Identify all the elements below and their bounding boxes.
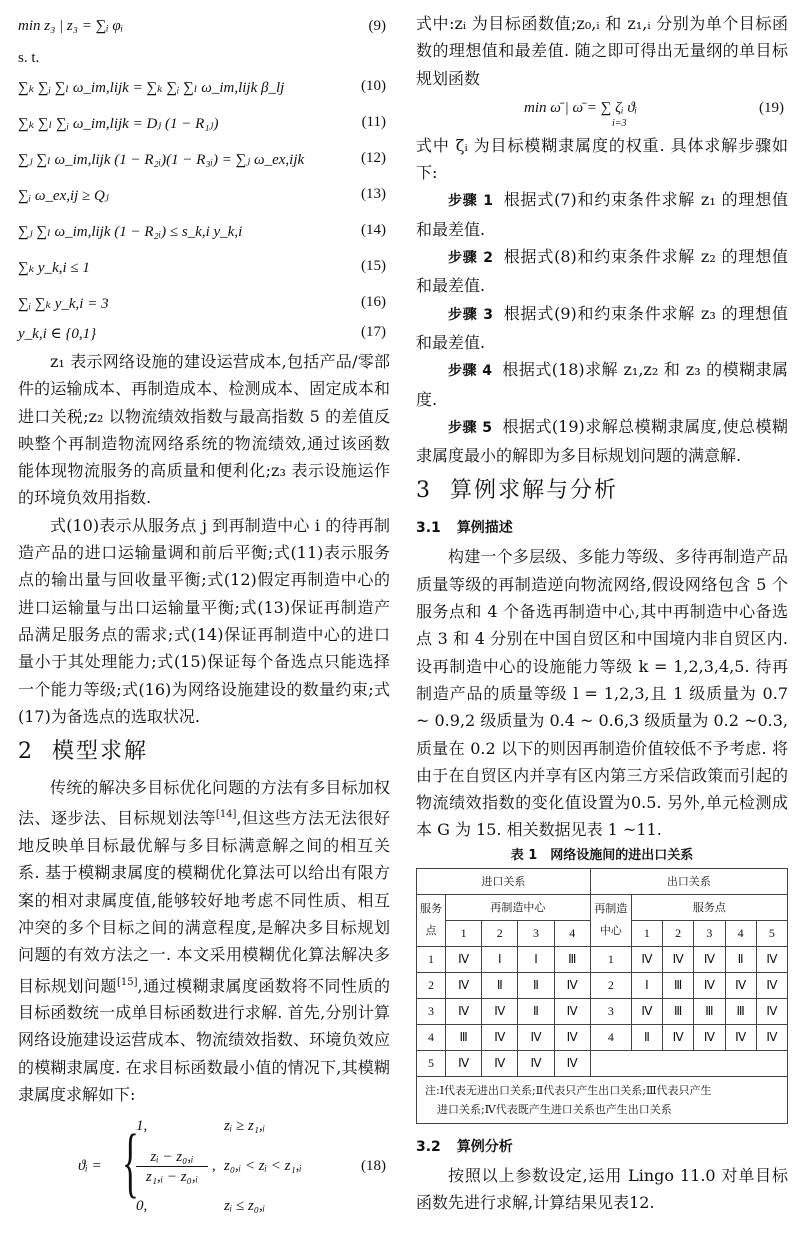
table-cell: Ⅳ bbox=[554, 1050, 590, 1076]
step-label: 步骤 2 bbox=[448, 250, 493, 267]
section-number: 3 bbox=[416, 478, 432, 504]
equation-15 bbox=[18, 250, 390, 286]
step-3 bbox=[416, 300, 788, 357]
paragraph-text: 传统的解决多目标优化问题的方法有多目标加权法、逐步法、目标规划法等 bbox=[18, 778, 390, 828]
table-cell: Ⅳ bbox=[725, 972, 756, 998]
table-cell: Ⅲ bbox=[663, 998, 694, 1024]
table-cell: Ⅳ bbox=[631, 946, 662, 972]
empty-cell bbox=[590, 1050, 787, 1076]
equation-number: (19) bbox=[759, 99, 784, 116]
table-cell: Ⅳ bbox=[482, 1024, 518, 1050]
step-4 bbox=[416, 356, 788, 413]
table-cell: Ⅳ bbox=[518, 1024, 554, 1050]
table-cell: Ⅱ bbox=[725, 946, 756, 972]
equation-number: (11) bbox=[361, 114, 386, 130]
table-cell: Ⅲ bbox=[663, 972, 694, 998]
export-relation-header: 出口关系 bbox=[590, 868, 787, 894]
column-header: 3 bbox=[694, 920, 725, 946]
paragraph-text: ,通过模糊隶属度函数将不同性质的目标函数统一成单目标函数进行求解. 首先,分别计算网络设施建设运营成本、物流绩效指数、环境负效应的模糊隶属度. 在求目标函数最小值的情况下,其模糊隶属度求解如下: bbox=[18, 975, 390, 1105]
section-number: 2 bbox=[18, 739, 34, 765]
right-column bbox=[416, 10, 788, 1216]
table-1-note bbox=[416, 1077, 788, 1124]
reman-center-header: 再制造中心 bbox=[446, 894, 591, 920]
example-description-paragraph: 构建一个多层级、多能力等级、多待再制造产品质量等级的再制造逆向物流网络,假设网络包含 5 个服务点和 4 个备选再制造中心,其中再制造中心备选点 3 和 4 分别在中国自贸区和中国境内非自贸区内. 设再制造中心的设施能力等级 k = 1,2,3,4,5. 待再制造产品的质量等级 l = 1,2,3,且 1 级质量为 0.7 ~ 0.9,2 级质量为 0.4 ~ 0.6,3 级质量为 0.2 ~0.3,质量在 0.2 以下的则因再制造价值较低不予考虑. 将由于在自贸区内并享有区内第三方采信政策而引起的物流绩效指数的变化值设置为0.5. 另外,单元检测成本 G 为 15. 相关数据见表 1 ~11. bbox=[416, 547, 788, 840]
equation-number: (10) bbox=[361, 78, 386, 94]
citation-14[interactable]: [14] bbox=[215, 809, 237, 821]
row-label: 3 bbox=[417, 998, 446, 1024]
step-label: 步骤 5 bbox=[448, 419, 493, 436]
section-heading-2 bbox=[18, 730, 390, 774]
table-header-row bbox=[417, 868, 788, 894]
case-2-condition: z₀,ᵢ < zᵢ < z₁,ᵢ bbox=[224, 1158, 302, 1175]
table-cell: Ⅳ bbox=[694, 946, 725, 972]
table-row bbox=[417, 1024, 788, 1050]
table-1 bbox=[416, 868, 788, 1077]
weight-paragraph: 式中 ζᵢ 为目标模糊隶属度的权重. 具体求解步骤如下: bbox=[416, 135, 788, 183]
case-3-value: 0, bbox=[136, 1198, 148, 1215]
table-cell: Ⅳ bbox=[446, 998, 482, 1024]
case-1-condition: zᵢ ≥ z₁,ᵢ bbox=[224, 1118, 266, 1135]
row-label: 1 bbox=[417, 946, 446, 972]
table-cell: Ⅳ bbox=[482, 998, 518, 1024]
table-cell: Ⅳ bbox=[554, 998, 590, 1024]
column-header: 3 bbox=[518, 920, 554, 946]
subsection-title: 算例描述 bbox=[456, 520, 513, 537]
section-heading-3 bbox=[416, 469, 788, 513]
equation-number: (15) bbox=[361, 258, 386, 274]
table-1-caption: 表 1 网络设施间的进出口关系 bbox=[510, 847, 694, 863]
subsection-number: 3.1 bbox=[416, 520, 441, 537]
table-cell: Ⅳ bbox=[694, 1024, 725, 1050]
equation-19 bbox=[416, 92, 788, 132]
step-label: 步骤 3 bbox=[448, 306, 493, 323]
equation-lhs: ϑᵢ = bbox=[78, 1158, 102, 1175]
table-cell: Ⅰ bbox=[518, 946, 554, 972]
table-cell: Ⅳ bbox=[694, 972, 725, 998]
case-2-denominator: z₁,ᵢ − z₀,ᵢ bbox=[146, 1169, 198, 1186]
column-header: 1 bbox=[631, 920, 662, 946]
service-point-header: 服务点 bbox=[417, 894, 446, 946]
table-cell: Ⅳ bbox=[756, 972, 787, 998]
left-column bbox=[18, 10, 390, 1234]
equation-number: (9) bbox=[368, 18, 386, 34]
service-point-header: 服务点 bbox=[631, 894, 787, 920]
analysis-paragraph: 按照以上参数设定,运用 Lingo 11.0 对单目标函数先进行求解,计算结果见表12. bbox=[416, 1165, 788, 1213]
equation-text: ∑ₖ y_k,i ≤ 1 bbox=[18, 260, 90, 276]
table-cell: Ⅱ bbox=[482, 972, 518, 998]
table-cell: Ⅳ bbox=[663, 1024, 694, 1050]
table-row bbox=[417, 972, 788, 998]
equation-text: min z₃ | z₃ = ∑ᵢ φᵢ bbox=[18, 18, 124, 34]
equation-number: (17) bbox=[361, 324, 386, 340]
column-header: 4 bbox=[725, 920, 756, 946]
equation-10 bbox=[18, 70, 390, 106]
constraint-description-paragraph: 式(10)表示从服务点 j 到再制造中心 i 的待再制造产品的进口运输量调和前后平衡;式(11)表示服务点的输出量与回收量平衡;式(12)假定再制造中心的进口运输量与出口运输量平衡;式(13)保证再制造产品满足服务点的需求;式(14)保证再制造中心的进口量小于其处理能力;式(15)保证每个备选点只能选择一个能力等级;式(16)为网络设施建设的数量约束;式(17)为备选点的选取状况. bbox=[18, 515, 390, 726]
step-text: 根据式(18)求解 z₁,z₂ 和 z₃ 的模糊隶属度. bbox=[416, 360, 788, 409]
row-label: 3 bbox=[590, 998, 631, 1024]
equation-9 bbox=[18, 10, 390, 46]
row-label: 1 bbox=[590, 946, 631, 972]
table-cell: Ⅳ bbox=[482, 1050, 518, 1076]
table-cell: Ⅰ bbox=[631, 972, 662, 998]
equation-number: (18) bbox=[361, 1158, 386, 1175]
equation-text: ∑ⱼ ∑ₗ ω_im,lijk (1 − R₂ᵢ) ≤ s_k,i y_k,i bbox=[18, 224, 243, 240]
subsection-heading-3-2 bbox=[416, 1132, 788, 1162]
table-note-line: 注:Ⅰ代表无进出口关系;Ⅱ代表只产生出口关系;Ⅲ代表只产生 bbox=[425, 1083, 712, 1097]
equation-17 bbox=[18, 322, 390, 348]
equation-number: (16) bbox=[361, 294, 386, 310]
table-cell: Ⅲ bbox=[725, 998, 756, 1024]
column-header: 2 bbox=[482, 920, 518, 946]
table-cell: Ⅱ bbox=[518, 972, 554, 998]
step-text: 根据式(8)和约束条件求解 z₂ 的理想值和最差值. bbox=[416, 247, 788, 296]
equation-14 bbox=[18, 214, 390, 250]
equation-text: min ω̄ | ω̄ = ∑ ζᵢ ϑᵢ bbox=[524, 99, 638, 116]
equation-number: (13) bbox=[361, 186, 386, 202]
equation-13 bbox=[18, 178, 390, 214]
equation-text: ∑ₖ ∑ₗ ∑ᵢ ω_im,lijk = Dⱼ (1 − R₁ⱼ) bbox=[18, 116, 219, 132]
table-cell: Ⅳ bbox=[446, 972, 482, 998]
section-title: 模型求解 bbox=[52, 739, 149, 765]
step-1 bbox=[416, 186, 788, 243]
citation-15[interactable]: [15] bbox=[116, 976, 138, 988]
row-label: 5 bbox=[417, 1050, 446, 1076]
variables-paragraph: 式中:zᵢ 为目标函数值;z₀,ᵢ 和 z₁,ᵢ 分别为单个目标函数的理想值和最差值. 随之即可得出无量纲的单目标规划函数 bbox=[416, 14, 788, 88]
table-cell: Ⅳ bbox=[756, 998, 787, 1024]
table-row bbox=[417, 946, 788, 972]
equation-number: (14) bbox=[361, 222, 386, 238]
case-1-value: 1, bbox=[136, 1118, 148, 1135]
column-header: 1 bbox=[446, 920, 482, 946]
sum-lower-limit: i=3 bbox=[612, 117, 627, 129]
section-title: 算例求解与分析 bbox=[450, 478, 619, 504]
case-3-condition: zᵢ ≤ z₀,ᵢ bbox=[224, 1198, 266, 1215]
table-cell: Ⅳ bbox=[554, 1024, 590, 1050]
table-row bbox=[417, 998, 788, 1024]
table-header-row bbox=[417, 894, 788, 920]
subject-to-label: s. t. bbox=[18, 50, 40, 66]
table-cell: Ⅳ bbox=[631, 998, 662, 1024]
equation-text: ∑ₖ ∑ᵢ ∑ₗ ω_im,lijk = ∑ₖ ∑ᵢ ∑ₗ ω_im,lijk β_lj bbox=[18, 80, 285, 96]
paragraph-text: ,但这些方法无法很好地反映单目标最优解与多目标满意解之间的相互关系. 基于模糊隶属度的模糊优化算法可以给出有限方案的相对隶属度值,能够较好地考虑不同性质、相互冲突的多个目标之间的满意程度,是解决多目标规划问题的有效方法之一. 本文采用模糊优化算法解决多目标规划问题 bbox=[18, 808, 390, 995]
subsection-heading-3-1 bbox=[416, 513, 788, 543]
import-relation-header: 进口关系 bbox=[417, 868, 591, 894]
table-cell: Ⅱ bbox=[631, 1024, 662, 1050]
table-cell: Ⅳ bbox=[756, 1024, 787, 1050]
equation-text: ∑ⱼ ∑ₗ ω_im,lijk (1 − R₂ᵢ)(1 − R₃ᵢ) = ∑ⱼ ω_ex,ijk bbox=[18, 152, 305, 168]
method-paragraph bbox=[18, 774, 390, 1108]
table-cell: Ⅲ bbox=[446, 1024, 482, 1050]
step-text: 根据式(7)和约束条件求解 z₁ 的理想值和最差值. bbox=[416, 190, 788, 239]
equation-text: y_k,i ∈ {0,1} bbox=[18, 326, 97, 342]
column-header: 5 bbox=[756, 920, 787, 946]
equation-text: ∑ᵢ ω_ex,ij ≥ Qⱼ bbox=[18, 188, 109, 204]
table-cell: Ⅳ bbox=[663, 946, 694, 972]
row-label: 2 bbox=[417, 972, 446, 998]
row-label: 2 bbox=[590, 972, 631, 998]
equation-text: ∑ᵢ ∑ₖ y_k,i = 3 bbox=[18, 296, 109, 312]
equation-number: (12) bbox=[361, 150, 386, 166]
objective-description-paragraph: z₁ 表示网络设施的建设运营成本,包括产品/零部件的运输成本、再制造成本、检测成本、固定成本和进口关税;z₂ 以物流绩效指数与最高指数 5 的差值反映整个再制造物流网络系统的物流绩效,通过该函数能体现物流服务的高质量和便利化;z₃ 表示设施运作的环境负效用指数. bbox=[18, 352, 390, 508]
table-note-line: 进口关系;Ⅳ代表既产生进口关系也产生出口关系 bbox=[437, 1102, 672, 1116]
column-header: 2 bbox=[663, 920, 694, 946]
equation-12 bbox=[18, 142, 390, 178]
equation-16 bbox=[18, 286, 390, 322]
step-2 bbox=[416, 243, 788, 300]
table-cell: Ⅳ bbox=[554, 972, 590, 998]
table-cell: Ⅳ bbox=[725, 1024, 756, 1050]
table-cell: Ⅳ bbox=[756, 946, 787, 972]
step-label: 步骤 1 bbox=[448, 193, 493, 210]
subsection-number: 3.2 bbox=[416, 1138, 441, 1155]
row-label: 4 bbox=[417, 1024, 446, 1050]
row-label: 4 bbox=[590, 1024, 631, 1050]
case-2-numerator: zᵢ − z₀,ᵢ bbox=[136, 1148, 208, 1167]
table-cell: Ⅱ bbox=[518, 998, 554, 1024]
table-cell: Ⅰ bbox=[482, 946, 518, 972]
step-text: 根据式(19)求解总模糊隶属度,使总模糊隶属度最小的解即为多目标规划问题的满意解. bbox=[416, 416, 788, 466]
step-text: 根据式(9)和约束条件求解 z₃ 的理想值和最差值. bbox=[416, 303, 788, 352]
step-5 bbox=[416, 413, 788, 470]
table-row bbox=[417, 1050, 788, 1076]
step-label: 步骤 4 bbox=[448, 363, 492, 380]
table-cell: Ⅲ bbox=[554, 946, 590, 972]
reman-center-header: 再制造中心 bbox=[590, 894, 631, 946]
column-header: 4 bbox=[554, 920, 590, 946]
table-cell: Ⅳ bbox=[446, 946, 482, 972]
subsection-title: 算例分析 bbox=[456, 1138, 513, 1155]
table-cell: Ⅳ bbox=[446, 1050, 482, 1076]
equation-18: ϑᵢ = { 1, zᵢ ≥ z₁,ᵢ zᵢ − z₀,ᵢ z₁,ᵢ − z₀,ᵢ , z₀,ᵢ < zᵢ < z₁,ᵢ 0, zᵢ ≤ z₀,ᵢ (18) bbox=[18, 1108, 390, 1234]
equation-11 bbox=[18, 106, 390, 142]
table-cell: Ⅳ bbox=[518, 1050, 554, 1076]
table-cell: Ⅲ bbox=[694, 998, 725, 1024]
left-brace-icon: { bbox=[122, 1118, 139, 1206]
